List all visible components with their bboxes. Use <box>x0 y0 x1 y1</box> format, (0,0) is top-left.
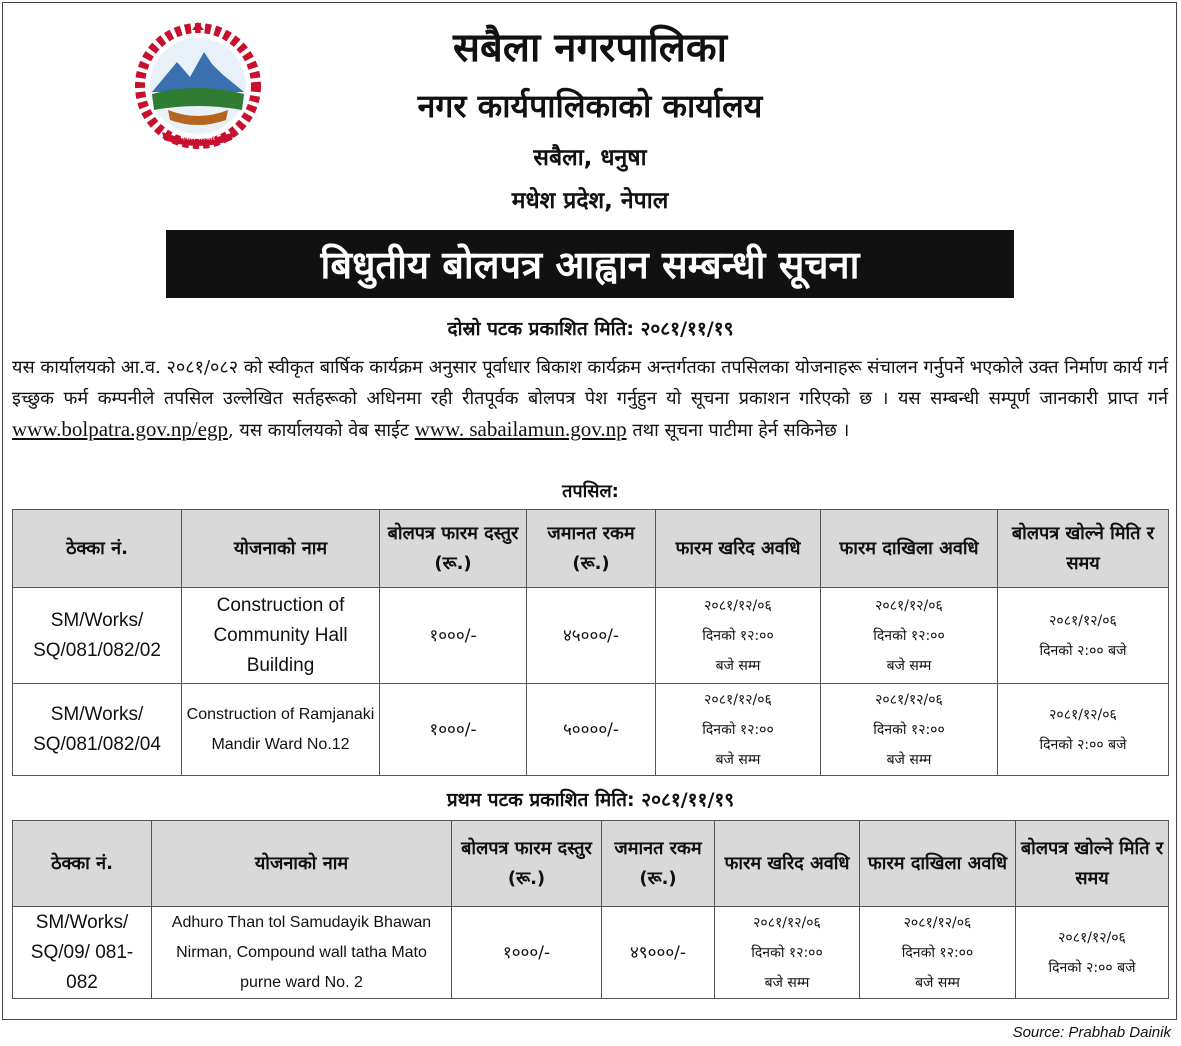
form-fee-cell: १०००/- <box>452 907 602 999</box>
purchase-cell <box>656 684 821 776</box>
header-submission: फारम दाखिला अवधि <box>860 821 1016 907</box>
table-header-row <box>13 821 1169 907</box>
bolpatra-link[interactable]: www.bolpatra.gov.np/egp <box>12 417 228 441</box>
header-form-fee: बोलपत्र फारम दस्तुर (रू.) <box>452 821 602 907</box>
second-publish-date: दोस्रो पटक प्रकाशित मिति: २०८१/११/१९ <box>447 318 734 340</box>
header-security: जमानत रकम (रू.) <box>602 821 715 907</box>
website-link[interactable]: www. sabailamun.gov.np <box>414 417 627 441</box>
submission-cell <box>821 588 998 684</box>
opening-date: २०८१/१२/०६ <box>1049 706 1117 723</box>
purchase-date: २०८१/१२/०६ <box>753 914 821 931</box>
header-contract-no: ठेक्का नं. <box>13 821 152 907</box>
submission-time: दिनको १२:०० <box>873 721 945 738</box>
purchase-until: बजे सम्म <box>715 657 761 674</box>
security-cell: ४९०००/- <box>602 907 715 999</box>
table-row <box>13 684 1169 776</box>
form-fee-cell: १०००/- <box>380 588 527 684</box>
header-contract-no: ठेक्का नं. <box>13 510 182 588</box>
opening-time: दिनको २:०० बजे <box>1048 959 1136 976</box>
header-opening: बोलपत्र खोल्ने मिति र समय <box>998 510 1169 588</box>
table-header-row <box>13 510 1169 588</box>
location-line: सबैला, धनुषा <box>533 145 647 171</box>
header-security: जमानत रकम (रू.) <box>527 510 656 588</box>
province-line: मधेश प्रदेश, नेपाल <box>511 188 669 214</box>
header-opening: बोलपत्र खोल्ने मिति र समय <box>1016 821 1169 907</box>
header-project-name: योजनाको नाम <box>182 510 380 588</box>
contract-no-cell: SM/Works/ SQ/09/ 081-082 <box>13 907 152 999</box>
svg-text:नेपाल सरकार: नेपाल सरकार <box>180 134 216 142</box>
opening-date: २०८१/१२/०६ <box>1049 612 1117 629</box>
header-purchase: फारम खरिद अवधि <box>715 821 860 907</box>
table-row <box>13 588 1169 684</box>
purchase-time: दिनको १२:०० <box>702 627 774 644</box>
nepal-emblem-icon <box>122 22 274 152</box>
contract-no-cell: SM/Works/ SQ/081/082/04 <box>13 684 182 776</box>
header-purchase: फारम खरिद अवधि <box>656 510 821 588</box>
security-cell: ४५०००/- <box>527 588 656 684</box>
body-text-2: , यस कार्यालयको वेब साईट <box>227 420 409 441</box>
header-submission: फारम दाखिला अवधि <box>821 510 998 588</box>
opening-cell <box>998 684 1169 776</box>
submission-date: २०८१/१२/०६ <box>875 597 943 614</box>
project-name-cell: Construction of Community Hall Building <box>182 588 380 684</box>
submission-until: बजे सम्म <box>915 974 960 991</box>
office-title: नगर कार्यपालिकाको कार्यालय <box>417 87 763 125</box>
tender-table-1 <box>12 509 1169 776</box>
tender-table-2 <box>12 820 1169 999</box>
submission-until: बजे सम्म <box>886 657 932 674</box>
opening-cell <box>1016 907 1169 999</box>
purchase-cell <box>656 588 821 684</box>
body-text-3: तथा सूचना पाटीमा हेर्न सकिनेछ । <box>632 420 850 441</box>
contract-no-cell: SM/Works/ SQ/081/082/02 <box>13 588 182 684</box>
purchase-date: २०८१/१२/०६ <box>704 691 772 708</box>
purchase-cell <box>715 907 860 999</box>
purchase-time: दिनको १२:०० <box>751 944 823 961</box>
header-form-fee: बोलपत्र फारम दस्तुर (रू.) <box>380 510 527 588</box>
source-credit: Source: Prabhab Dainik <box>1012 1024 1171 1041</box>
body-text-1: यस कार्यालयको आ.व. २०८१/०८२ को स्वीकृत बार्षिक कार्यक्रम अनुसार पूर्वाधार बिकाश कार्यक्रम अन्तर्गतका तपसिलका योजनाहरू संचालन गर्नुपर्ने भएकोले उक्त निर्माण कार्य गर्न इच्छुक फर्म कम्पनीले तपसिल उल्लेखित सर्तहरूको अधिनमा रही रीतपूर्वक बोलपत्र पेश गर्नुहुन यो सूचना प्रकाशन गरिएको छ । यस सम्बन्धी सम्पूर्ण जानकारी प्राप्त गर्न <box>12 357 1168 409</box>
submission-time: दिनको १२:०० <box>873 627 945 644</box>
opening-date: २०८१/१२/०६ <box>1058 929 1126 946</box>
submission-until: बजे सम्म <box>886 751 932 768</box>
purchase-time: दिनको १२:०० <box>702 721 774 738</box>
first-publish-date: प्रथम पटक प्रकाशित मिति: २०८१/११/१९ <box>446 789 735 811</box>
purchase-until: बजे सम्म <box>764 974 810 991</box>
header-project-name: योजनाको नाम <box>152 821 452 907</box>
purchase-until: बजे सम्म <box>715 751 761 768</box>
submission-time: दिनको १२:०० <box>901 944 974 961</box>
notice-title-banner: बिधुतीय बोलपत्र आह्वान सम्बन्धी सूचना <box>166 230 1014 298</box>
submission-date: २०८१/१२/०६ <box>875 691 943 708</box>
project-name-cell: Adhuro Than tol Samudayik Bhawan Nirman, Compound wall tatha Mato purne ward No. 2 <box>152 907 452 999</box>
security-cell: ५००००/- <box>527 684 656 776</box>
table-row <box>13 907 1169 999</box>
purchase-date: २०८१/१२/०६ <box>704 597 772 614</box>
form-fee-cell: १०००/- <box>380 684 527 776</box>
submission-cell <box>860 907 1016 999</box>
municipality-title: सबैला नगरपालिका <box>452 25 727 71</box>
submission-date: २०८१/१२/०६ <box>903 914 972 931</box>
opening-cell <box>998 588 1169 684</box>
opening-time: दिनको २:०० बजे <box>1039 736 1127 753</box>
project-name-cell: Construction of Ramjanaki Mandir Ward No.12 <box>182 684 380 776</box>
opening-time: दिनको २:०० बजे <box>1039 642 1127 659</box>
submission-cell <box>821 684 998 776</box>
notice-body <box>12 352 1168 446</box>
schedule-label: तपसिल: <box>562 481 619 502</box>
